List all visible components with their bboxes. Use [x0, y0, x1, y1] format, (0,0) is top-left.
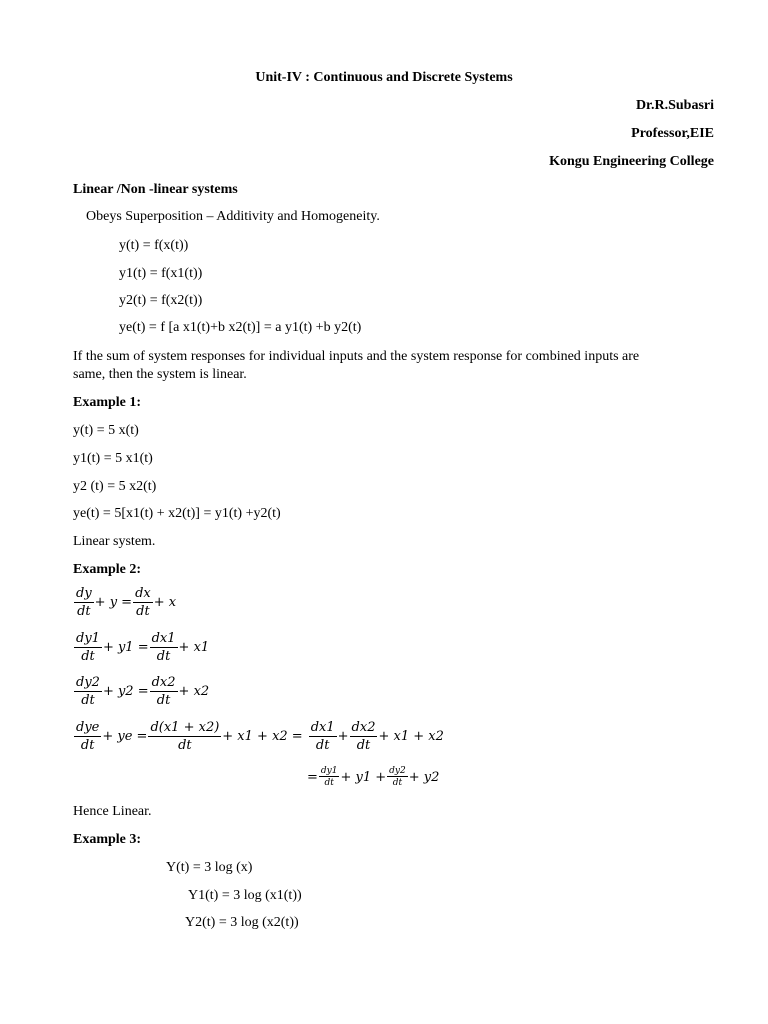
example-2-heading: Example 2: — [73, 562, 142, 577]
example-3-heading: Example 3: — [73, 832, 142, 847]
example-3-line: Y1(t) = 3 log (x1(t)) — [188, 888, 302, 903]
example-1-line: ye(t) = 5[x1(t) + x2(t)] = y1(t) +y2(t) — [73, 506, 281, 521]
equation: y1(t) = f(x1(t)) — [119, 266, 203, 281]
example-1-line: y(t) = 5 x(t) — [73, 423, 139, 438]
example-3-line: Y(t) = 3 log (x) — [166, 860, 253, 875]
equation: y2(t) = f(x2(t)) — [119, 293, 203, 308]
equation-4: $\frac{\text{dye}}{dt}$ + ye = $\frac{d(x1 + x2)}{dt}$ + x1 + x2 = $\frac{dx1}{dt}$ + $\frac{dx2}{dt}$ + x1 + x2 — [76, 720, 444, 753]
author-name: Dr.R.Subasri — [635, 98, 714, 113]
example-1-line: y1(t) = 5 x1(t) — [73, 451, 153, 466]
equation-5: = $\frac{dy1}{dt}$ + y1 + $\frac{dy2}{dt}$ + y2 — [307, 766, 440, 788]
paragraph-line: same, then the system is linear. — [73, 367, 247, 382]
section-intro: Obeys Superposition – Additivity and Homogeneity. — [86, 209, 380, 224]
equation-1: $\frac{dy}{dt}$ + y = $\frac{dx}{dt}$ + x — [76, 586, 177, 619]
section-heading: Linear /Non -linear systems — [73, 182, 238, 197]
example-2-conclusion: Hence Linear. — [73, 804, 152, 819]
paragraph-line: If the sum of system responses for individual inputs and the system response for combined inputs are — [73, 349, 640, 364]
equation-3: $\frac{dy2}{dt}$ + y2 = $\frac{dx2}{dt}$ + x2 — [76, 675, 210, 708]
author-institution: Kongu Engineering College — [549, 154, 714, 169]
example-3-line: Y2(t) = 3 log (x2(t)) — [185, 915, 299, 930]
document-title: Unit-IV : Continuous and Discrete Systems — [255, 70, 513, 85]
equation-2: $\frac{dy1}{dt}$ + y1 = $\frac{dx1}{dt}$ + x1 — [76, 631, 210, 664]
example-1-line: y2 (t) = 5 x2(t) — [73, 479, 157, 494]
example-1-conclusion: Linear system. — [73, 534, 156, 549]
example-1-heading: Example 1: — [73, 395, 142, 410]
equation: y(t) = f(x(t)) — [119, 238, 189, 253]
equation: ye(t) = f [a x1(t)+b x2(t)] = a y1(t) +b y2(t) — [119, 320, 362, 335]
author-designation: Professor,EIE — [631, 126, 714, 141]
